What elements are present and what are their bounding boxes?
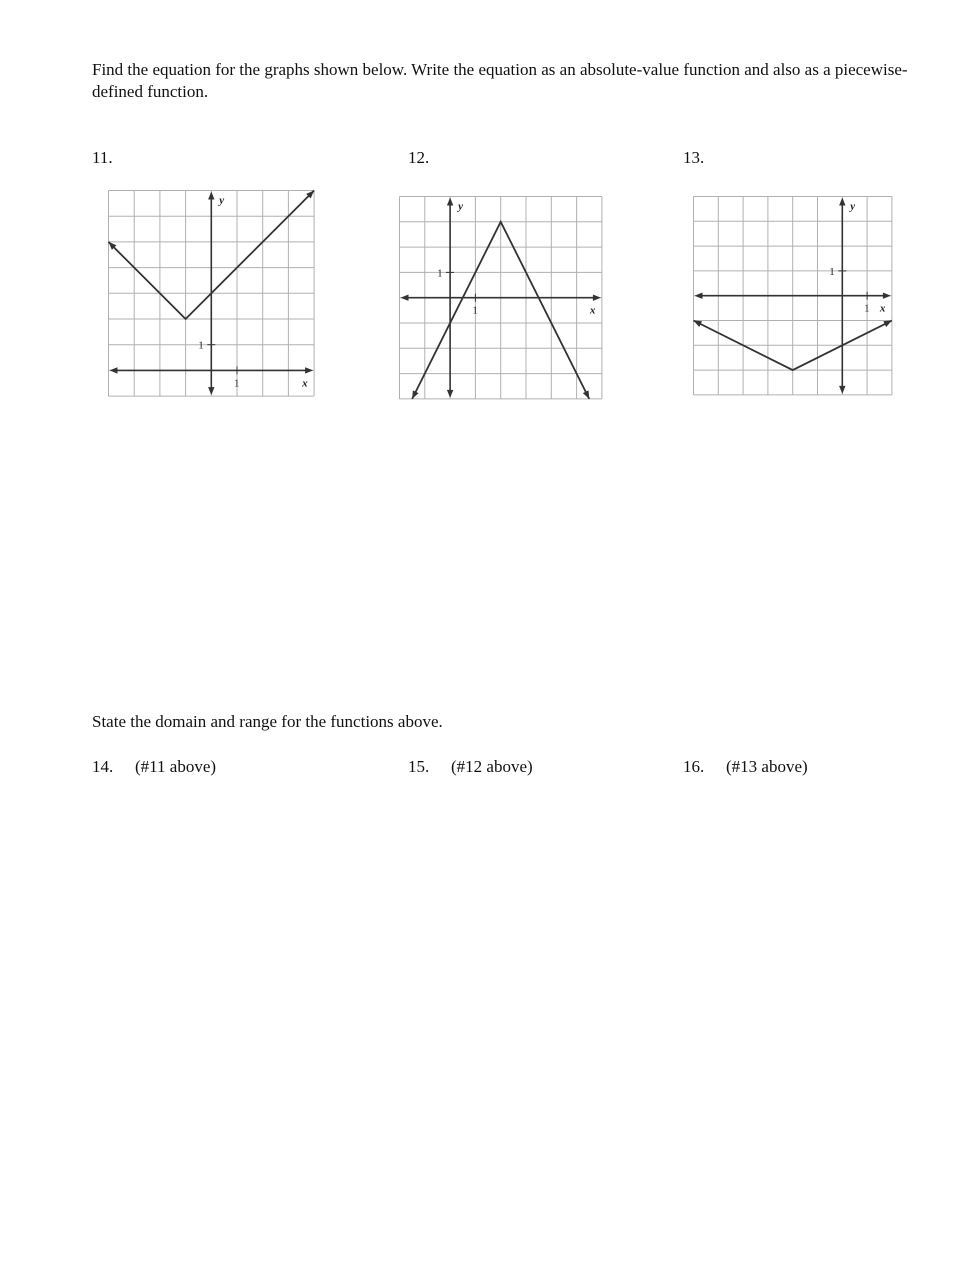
y-axis-arrow-down xyxy=(447,390,453,398)
y-axis-arrow-up xyxy=(839,198,845,206)
question-text: (#13 above) xyxy=(726,757,808,776)
question-14 xyxy=(92,756,216,778)
y-axis-label: y xyxy=(458,200,463,213)
x-axis-label: x xyxy=(302,377,308,390)
question-15 xyxy=(408,756,533,778)
x-axis-arrow-right xyxy=(305,367,313,373)
problem-13-label: 13. xyxy=(683,148,705,167)
x-axis-arrow-left xyxy=(695,293,703,299)
x-axis-arrow-right xyxy=(883,293,891,299)
y-axis-arrow-down xyxy=(208,387,214,395)
graph-arrow-right xyxy=(583,390,589,399)
x-axis-label: x xyxy=(589,304,596,317)
x-tick-label: 1 xyxy=(864,302,870,315)
x-axis-arrow-left xyxy=(110,367,118,373)
y-axis-label: y xyxy=(219,194,225,207)
y-axis-arrow-down xyxy=(839,386,845,394)
x-tick-label: 1 xyxy=(472,304,478,317)
problem-11-label: 11. xyxy=(92,148,113,167)
x-axis-label: x xyxy=(879,302,886,315)
question-text: (#12 above) xyxy=(451,757,533,776)
graph-arrow-right xyxy=(883,321,892,327)
problem-12-label: 12. xyxy=(408,148,430,167)
x-axis-arrow-left xyxy=(401,295,409,301)
graph-arrow-left xyxy=(412,390,418,399)
y-tick-label: 1 xyxy=(198,339,204,352)
question-16 xyxy=(683,756,808,778)
question-number: 15. xyxy=(408,757,430,776)
y-axis-label: y xyxy=(850,200,856,213)
x-tick-label: 1 xyxy=(234,377,240,390)
graph-13 xyxy=(692,195,894,399)
graph-12 xyxy=(398,195,604,401)
question-number: 14. xyxy=(92,757,114,776)
question-number: 16. xyxy=(683,757,705,776)
x-axis-arrow-right xyxy=(593,295,601,301)
y-axis-arrow-up xyxy=(447,198,453,206)
y-axis-arrow-up xyxy=(208,192,214,200)
y-tick-label: 1 xyxy=(437,267,443,280)
domain-range-prompt: State the domain and range for the functions above. xyxy=(92,712,443,731)
y-tick-label: 1 xyxy=(829,265,835,278)
question-text: (#11 above) xyxy=(135,757,217,776)
instructions: Find the equation for the graphs shown below. Write the equation as an absolute-value function and also as a piecewise-defined function. xyxy=(92,60,908,101)
graph-11 xyxy=(107,189,317,401)
graph-arrow-left xyxy=(694,321,703,327)
